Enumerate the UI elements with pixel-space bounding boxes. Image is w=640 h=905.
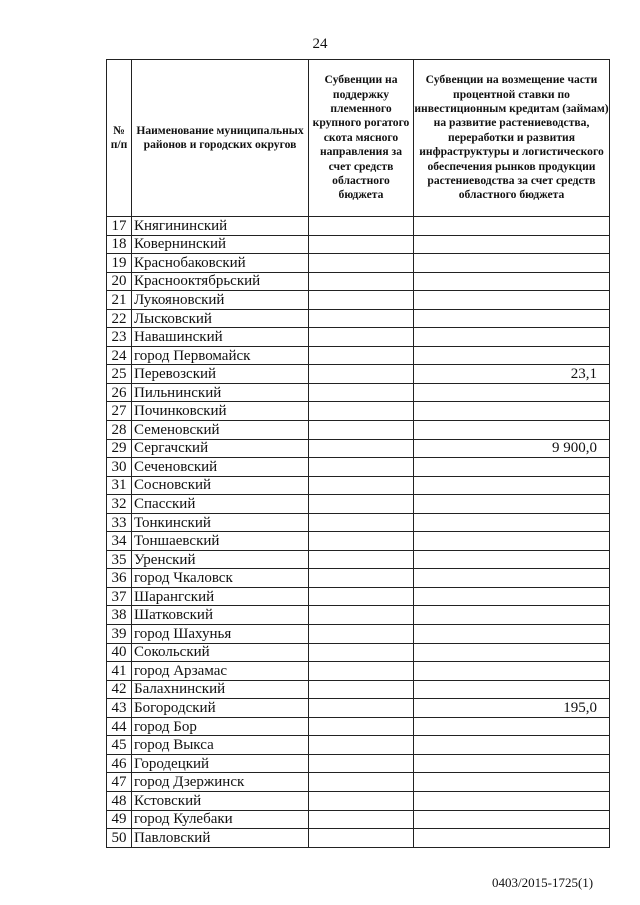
table-row (107, 791, 610, 810)
district-name: Шарангский (132, 587, 309, 606)
table-row (107, 736, 610, 755)
district-name: Спасский (132, 495, 309, 514)
interest-subsidy-value (414, 291, 610, 310)
row-number: 17 (107, 217, 132, 236)
cattle-subsidy-value (309, 365, 414, 384)
district-name: Богородский (132, 699, 309, 718)
cattle-subsidy-value (309, 699, 414, 718)
cattle-subsidy-value (309, 421, 414, 440)
cattle-subsidy-value (309, 346, 414, 365)
district-name: Городецкий (132, 754, 309, 773)
cattle-subsidy-value (309, 476, 414, 495)
cattle-subsidy-value (309, 680, 414, 699)
district-name: Уренский (132, 550, 309, 569)
table-row (107, 606, 610, 625)
cattle-subsidy-value (309, 383, 414, 402)
district-name: город Выкса (132, 736, 309, 755)
cattle-subsidy-value (309, 254, 414, 273)
district-name: Тонкинский (132, 513, 309, 532)
cattle-subsidy-value (309, 662, 414, 681)
interest-subsidy-value (414, 532, 610, 551)
page-number: 24 (312, 36, 328, 52)
cattle-subsidy-value (309, 606, 414, 625)
interest-subsidy-value (414, 625, 610, 644)
district-name: Краснобаковский (132, 254, 309, 273)
cattle-subsidy-value (309, 550, 414, 569)
district-name: Навашинский (132, 328, 309, 347)
interest-subsidy-value (414, 421, 610, 440)
district-name: Перевозский (132, 365, 309, 384)
cattle-subsidy-value (309, 495, 414, 514)
interest-subsidy-value (414, 513, 610, 532)
district-name: Сеченовский (132, 458, 309, 477)
row-number: 50 (107, 829, 132, 848)
row-number: 22 (107, 309, 132, 328)
table-row (107, 254, 610, 273)
cattle-subsidy-value (309, 532, 414, 551)
cattle-subsidy-value (309, 291, 414, 310)
district-name: Сокольский (132, 643, 309, 662)
interest-subsidy-value (414, 829, 610, 848)
table-row (107, 532, 610, 551)
row-number: 24 (107, 346, 132, 365)
cattle-subsidy-value (309, 643, 414, 662)
interest-subsidy-value (414, 383, 610, 402)
table-row (107, 346, 610, 365)
table-row (107, 365, 610, 384)
district-name: город Первомайск (132, 346, 309, 365)
table-header-row (107, 60, 610, 217)
interest-subsidy-value (414, 587, 610, 606)
row-number: 42 (107, 680, 132, 699)
cattle-subsidy-value (309, 587, 414, 606)
subsidy-table (106, 59, 610, 848)
interest-subsidy-value (414, 643, 610, 662)
district-name: Краснооктябрьский (132, 272, 309, 291)
interest-subsidy-value (414, 717, 610, 736)
row-number: 34 (107, 532, 132, 551)
interest-subsidy-value (414, 309, 610, 328)
district-name: Шатковский (132, 606, 309, 625)
interest-subsidy-value (414, 569, 610, 588)
district-name: Ковернинский (132, 235, 309, 254)
table-row (107, 625, 610, 644)
table-row (107, 699, 610, 718)
table-row (107, 717, 610, 736)
interest-subsidy-value (414, 217, 610, 236)
row-number: 39 (107, 625, 132, 644)
interest-subsidy-value (414, 272, 610, 291)
row-number: 37 (107, 587, 132, 606)
header-district-name: Наименование муниципальных районов и городских округов (132, 60, 309, 217)
table-row (107, 643, 610, 662)
row-number: 31 (107, 476, 132, 495)
cattle-subsidy-value (309, 829, 414, 848)
row-number: 45 (107, 736, 132, 755)
interest-subsidy-value (414, 680, 610, 699)
table-row (107, 550, 610, 569)
district-name: город Кулебаки (132, 810, 309, 829)
district-name: Тоншаевский (132, 532, 309, 551)
row-number: 21 (107, 291, 132, 310)
cattle-subsidy-value (309, 569, 414, 588)
cattle-subsidy-value (309, 402, 414, 421)
table-row (107, 587, 610, 606)
interest-subsidy-value (414, 754, 610, 773)
district-name: город Бор (132, 717, 309, 736)
district-name: Лысковский (132, 309, 309, 328)
table-row (107, 217, 610, 236)
table-row (107, 662, 610, 681)
interest-subsidy-value (414, 736, 610, 755)
table-body (107, 217, 610, 848)
table-row (107, 829, 610, 848)
row-number: 47 (107, 773, 132, 792)
row-number: 49 (107, 810, 132, 829)
row-number: 25 (107, 365, 132, 384)
row-number: 40 (107, 643, 132, 662)
cattle-subsidy-value (309, 217, 414, 236)
interest-subsidy-value (414, 476, 610, 495)
table-row (107, 235, 610, 254)
table-row (107, 272, 610, 291)
header-interest-subsidy: Субвенции на возмещение части процентной ставки по инвестиционным кредитам (займам) на развитие растениеводства, переработки и развития инфраструктуры и логистического обеспечения рынков продукции растениеводства за счет средств областного бюджета (414, 60, 610, 217)
cattle-subsidy-value (309, 513, 414, 532)
district-name: Лукояновский (132, 291, 309, 310)
header-number: № п/п (107, 60, 132, 217)
cattle-subsidy-value (309, 458, 414, 477)
interest-subsidy-value: 9 900,0 (414, 439, 610, 458)
row-number: 23 (107, 328, 132, 347)
cattle-subsidy-value (309, 309, 414, 328)
cattle-subsidy-value (309, 328, 414, 347)
row-number: 35 (107, 550, 132, 569)
cattle-subsidy-value (309, 810, 414, 829)
district-name: Пильнинский (132, 383, 309, 402)
interest-subsidy-value: 23,1 (414, 365, 610, 384)
table-row (107, 439, 610, 458)
table-row (107, 383, 610, 402)
interest-subsidy-value (414, 550, 610, 569)
interest-subsidy-value (414, 606, 610, 625)
district-name: Кстовский (132, 791, 309, 810)
table-row (107, 810, 610, 829)
interest-subsidy-value (414, 328, 610, 347)
interest-subsidy-value (414, 773, 610, 792)
cattle-subsidy-value (309, 736, 414, 755)
row-number: 30 (107, 458, 132, 477)
row-number: 32 (107, 495, 132, 514)
table-row (107, 773, 610, 792)
interest-subsidy-value (414, 346, 610, 365)
district-name: Починковский (132, 402, 309, 421)
table-row (107, 754, 610, 773)
row-number: 27 (107, 402, 132, 421)
district-name: Сергачский (132, 439, 309, 458)
cattle-subsidy-value (309, 773, 414, 792)
table-row (107, 680, 610, 699)
interest-subsidy-value (414, 662, 610, 681)
row-number: 48 (107, 791, 132, 810)
interest-subsidy-value: 195,0 (414, 699, 610, 718)
district-name: Балахнинский (132, 680, 309, 699)
district-name: Княгининский (132, 217, 309, 236)
row-number: 33 (107, 513, 132, 532)
row-number: 46 (107, 754, 132, 773)
cattle-subsidy-value (309, 625, 414, 644)
row-number: 36 (107, 569, 132, 588)
header-cattle-subsidy: Субвенции на поддержку племенного крупного рогатого скота мясного направления за счет средств областного бюджета (309, 60, 414, 217)
interest-subsidy-value (414, 791, 610, 810)
interest-subsidy-value (414, 254, 610, 273)
interest-subsidy-value (414, 458, 610, 477)
row-number: 19 (107, 254, 132, 273)
table-row (107, 495, 610, 514)
row-number: 28 (107, 421, 132, 440)
district-name: Павловский (132, 829, 309, 848)
district-name: город Дзержинск (132, 773, 309, 792)
district-name: Сосновский (132, 476, 309, 495)
row-number: 44 (107, 717, 132, 736)
district-name: город Чкаловск (132, 569, 309, 588)
table-row (107, 421, 610, 440)
cattle-subsidy-value (309, 754, 414, 773)
cattle-subsidy-value (309, 235, 414, 254)
row-number: 18 (107, 235, 132, 254)
table-row (107, 328, 610, 347)
table-row (107, 291, 610, 310)
cattle-subsidy-value (309, 439, 414, 458)
cattle-subsidy-value (309, 717, 414, 736)
row-number: 29 (107, 439, 132, 458)
row-number: 20 (107, 272, 132, 291)
document-code: 0403/2015-1725(1) (492, 875, 594, 890)
table-row (107, 569, 610, 588)
row-number: 41 (107, 662, 132, 681)
district-name: город Арзамас (132, 662, 309, 681)
row-number: 26 (107, 383, 132, 402)
row-number: 43 (107, 699, 132, 718)
row-number: 38 (107, 606, 132, 625)
interest-subsidy-value (414, 495, 610, 514)
table-row (107, 476, 610, 495)
table-row (107, 458, 610, 477)
interest-subsidy-value (414, 402, 610, 421)
interest-subsidy-value (414, 810, 610, 829)
cattle-subsidy-value (309, 272, 414, 291)
district-name: Семеновский (132, 421, 309, 440)
table-row (107, 513, 610, 532)
table-row (107, 402, 610, 421)
district-name: город Шахунья (132, 625, 309, 644)
table-row (107, 309, 610, 328)
cattle-subsidy-value (309, 791, 414, 810)
interest-subsidy-value (414, 235, 610, 254)
